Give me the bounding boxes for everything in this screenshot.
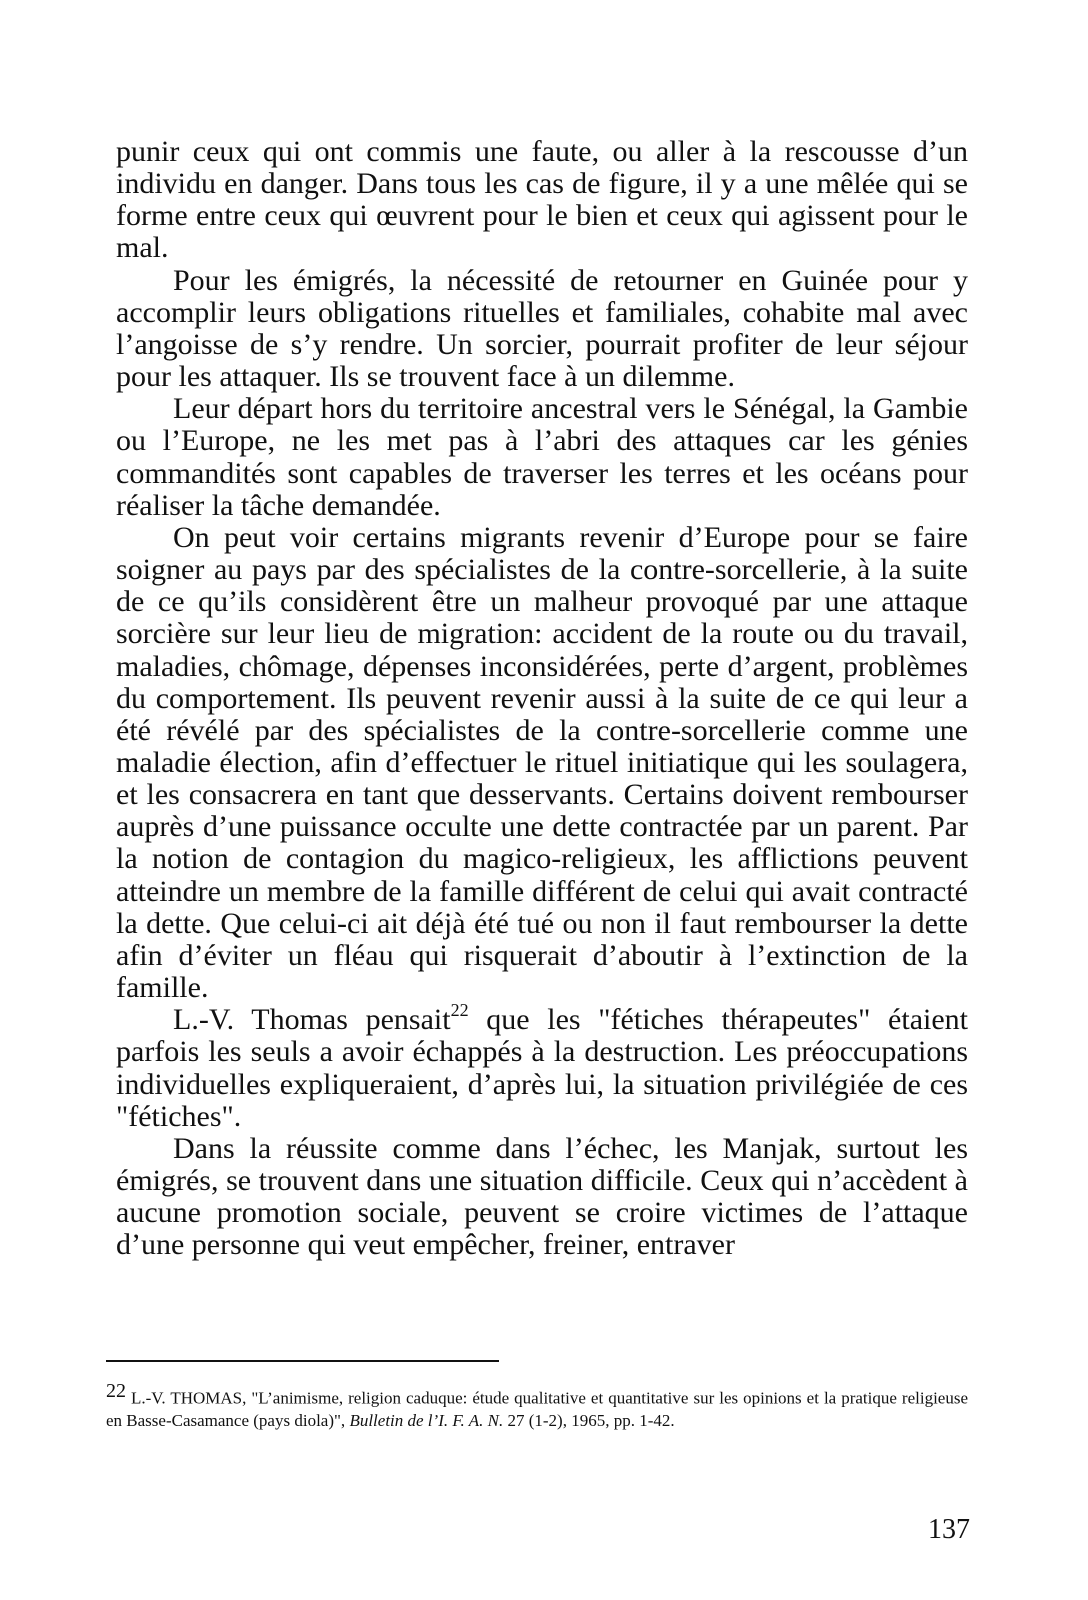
footnote-separator bbox=[106, 1360, 499, 1362]
paragraph-3: Leur départ hors du territoire ancestral vers le Sénégal, la Gambie ou l’Europe, ne les met pas à l’abri des attaques car les génies commandités sont capables de traverser les terres et les océans pour réaliser la tâche demandée. bbox=[116, 392, 968, 522]
footnote-text-start: L.-V. THOMAS, "L’animisme, religion caduque: étude qualitative et quantitative sur les opinions et la pratique religieuse en Basse-Casamance (pays diola)", bbox=[106, 1388, 968, 1430]
footnote bbox=[106, 1380, 968, 1432]
footnote-reference[interactable]: 22 bbox=[450, 1000, 469, 1021]
page-number: 137 bbox=[928, 1514, 970, 1545]
body-text bbox=[116, 136, 968, 1261]
footnote-journal: Bulletin de l’I. F. A. N. bbox=[349, 1410, 504, 1430]
paragraph-5-end: que les "fétiches thérapeutes" étaient parfois les seuls a avoir échappés à la destruction. Les préoccupations individuelles expliqueraient, d’après lui, la situation privilégiée de ces "fétiches". bbox=[116, 1003, 968, 1133]
paragraph-5 bbox=[116, 1000, 968, 1133]
footnote-text-end: 27 (1-2), 1965, pp. 1-42. bbox=[503, 1410, 675, 1430]
paragraph-1: punir ceux qui ont commis une faute, ou aller à la rescousse d’un individu en danger. Dans tous les cas de figure, il y a une mêlée qui se forme entre ceux qui œuvrent pour le bien et ceux qui agissent pour le mal. bbox=[116, 135, 968, 265]
paragraph-6: Dans la réussite comme dans l’échec, les Manjak, surtout les émigrés, se trouvent dans une situation difficile. Ceux qui n’accèdent à aucune promotion sociale, peuvent se croire victimes de l’attaque d’une personne qui veut empêcher, freiner, entraver bbox=[116, 1131, 968, 1262]
paragraph-4: On peut voir certains migrants revenir d’Europe pour se faire soigner au pays par des spécialistes de la contre-sorcellerie, à la suite de ce qu’ils considèrent être un malheur provoqué par une attaque sorcière sur leur lieu de migration: accident de la route ou du travail, maladies, chômage, dépenses inconsidérées, perte d’argent, problèmes du comportement. Ils peuvent revenir aussi à la suite de ce qui leur a été révélé par des spécialistes de la contre-sorcellerie comme une maladie élection, afin d’effectuer le rituel initiatique qui les soulagera, et les consacrera en tant que desservants. Certains doivent rembourser auprès d’une puissance occulte une dette contractée par un parent. Par la notion de contagion du magico-religieux, les afflictions peuvent atteindre un membre de la famille différent de celui qui avait contracté la dette. Que celui-ci ait déjà été tué ou non il faut rembourser la dette afin d’éviter un fléau qui risquerait d’aboutir à l’extinction de la famille. bbox=[116, 520, 968, 1005]
paragraph-5-start: L.-V. Thomas pensait bbox=[173, 1003, 451, 1037]
paragraph-2: Pour les émigrés, la nécessité de retourner en Guinée pour y accomplir leurs obligations rituelles et familiales, cohabite mal avec l’angoisse de s’y rendre. Un sorcier, pourrait profiter de leur séjour pour les attaquer. Ils se trouvent face à un dilemme. bbox=[116, 263, 968, 394]
footnote-number: 22 bbox=[106, 1380, 126, 1402]
